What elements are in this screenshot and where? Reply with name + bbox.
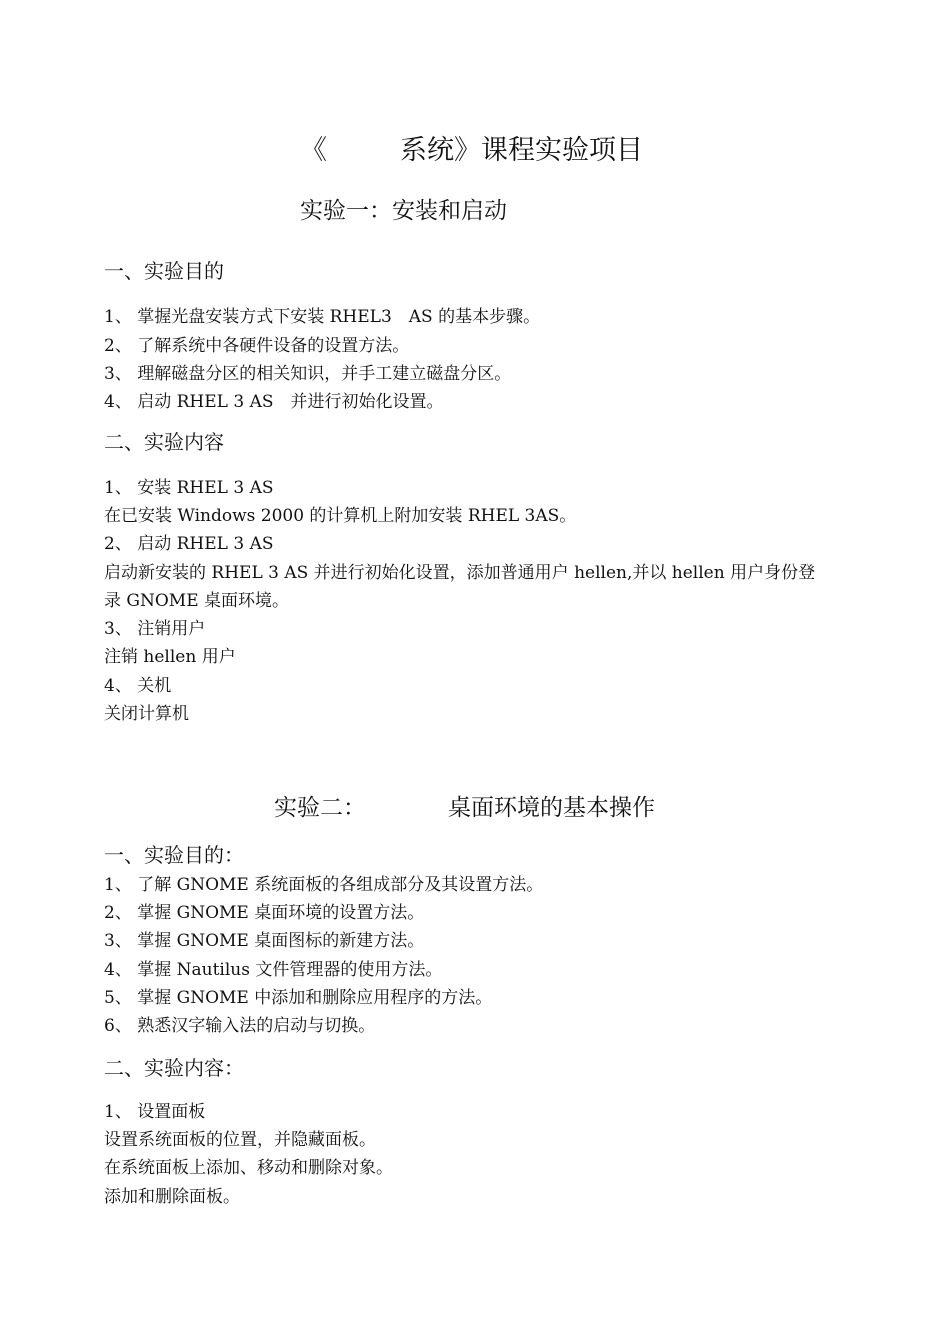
document-title-open-bracket: 《 [300, 135, 327, 166]
content-line: 在已安装 Windows 2000 的计算机上附加安装 RHEL 3AS。 [104, 506, 577, 526]
experiment-2-objectives-heading: 一、实验目的： [104, 843, 244, 867]
content-line: 注销 hellen 用户 [104, 647, 236, 667]
content-line: 4、 关机 [104, 676, 172, 696]
content-line: 在系统面板上添加、移动和删除对象。 [104, 1158, 393, 1178]
document-title: 系统》课程实验项目 [400, 135, 643, 166]
objective-item: 4、 启动 RHEL 3 AS 并进行初始化设置。 [104, 392, 444, 412]
experiment-2-heading-title: 桌面环境的基本操作 [448, 795, 655, 821]
content-line: 关闭计算机 [104, 704, 189, 724]
content-line: 1、 设置面板 [104, 1102, 206, 1122]
experiment-1-objectives-heading: 一、实验目的 [104, 259, 224, 283]
objective-item: 3、 掌握 GNOME 桌面图标的新建方法。 [104, 931, 425, 951]
objective-item: 4、 掌握 Nautilus 文件管理器的使用方法。 [104, 960, 443, 980]
objective-item: 1、 了解 GNOME 系统面板的各组成部分及其设置方法。 [104, 875, 544, 895]
objective-item: 5、 掌握 GNOME 中添加和删除应用程序的方法。 [104, 988, 493, 1008]
content-line: 启动新安装的 RHEL 3 AS 并进行初始化设置，添加普通用户 hellen,并以 hellen 用户身份登 [104, 563, 816, 583]
objective-item: 3、 理解磁盘分区的相关知识，并手工建立磁盘分区。 [104, 364, 512, 384]
objective-item: 2、 了解系统中各硬件设备的设置方法。 [104, 336, 410, 356]
content-line: 3、 注销用户 [104, 619, 206, 639]
objective-item: 2、 掌握 GNOME 桌面环境的设置方法。 [104, 903, 425, 923]
objective-item: 1、 掌握光盘安装方式下安装 RHEL3 AS 的基本步骤。 [104, 307, 541, 327]
experiment-1-content-heading: 二、实验内容 [104, 430, 224, 454]
objective-item: 6、 熟悉汉字输入法的启动与切换。 [104, 1016, 376, 1036]
experiment-2-heading-label: 实验二： [274, 795, 366, 821]
content-line: 添加和删除面板。 [104, 1187, 240, 1207]
experiment-2-content-heading: 二、实验内容： [104, 1056, 244, 1080]
experiment-1-heading: 实验一：安装和启动 [300, 198, 507, 224]
content-line: 设置系统面板的位置，并隐藏面板。 [104, 1130, 376, 1150]
content-line: 2、 启动 RHEL 3 AS [104, 534, 274, 554]
content-line: 录 GNOME 桌面环境。 [104, 591, 290, 611]
content-line: 1、 安装 RHEL 3 AS [104, 478, 274, 498]
